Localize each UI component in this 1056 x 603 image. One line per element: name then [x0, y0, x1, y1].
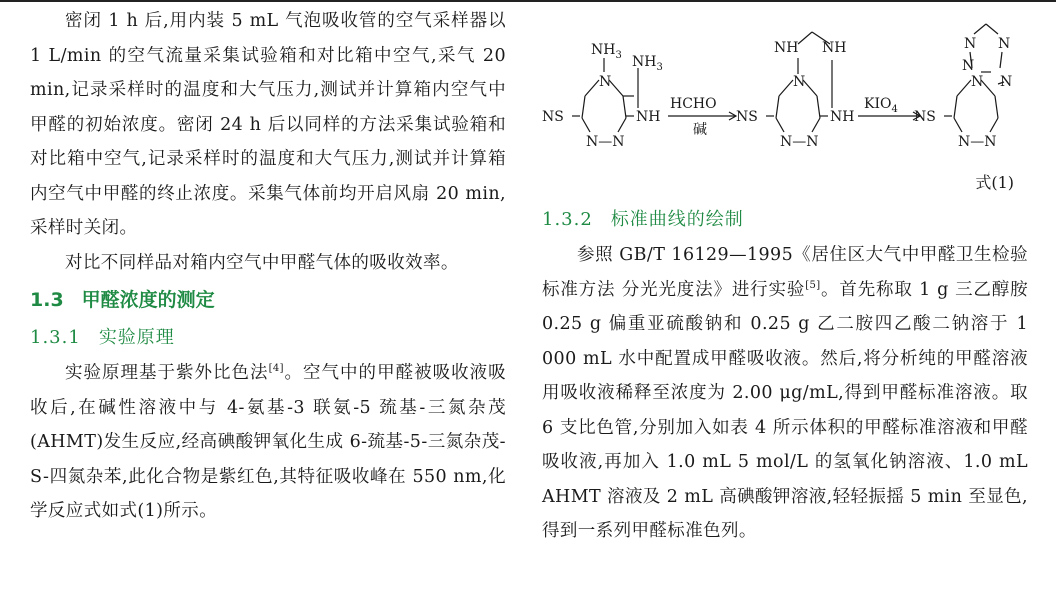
- product1-nh: NH: [830, 109, 855, 125]
- left-column: [30, 4, 506, 529]
- reactant-nn: N—N: [586, 134, 625, 150]
- principle-text-rest: 。空气中的甲醛被吸收液吸收后,在碱性溶液中与 4-氨基-3 联氨-5 巯基-三氮杂茂(AHMT)发生反应,经高碘酸钾氧化生成 6-巯基-5-三氮杂茂-S-四氮杂苯,此化合物是紫红色,其特征吸收峰在 550 nm,化学反应式如式(1)所示。: [30, 363, 506, 521]
- reactant-amino-top: $NH_3$: [591, 42, 622, 61]
- subsection-title: 实验原理: [98, 327, 175, 348]
- citation-5[interactable]: [5]: [805, 279, 821, 291]
- reaction-scheme-drawing: [542, 4, 1028, 200]
- reactant-nh: NH: [636, 109, 661, 125]
- reaction-scheme: [542, 4, 1028, 200]
- equation-number: 式(1): [975, 173, 1014, 192]
- top-rule: [0, 0, 1056, 2]
- paragraph-standard-curve: [542, 238, 1028, 549]
- product2-n-mid-left: N: [962, 58, 975, 74]
- product1-ns: NS: [736, 109, 758, 125]
- section-title: 甲醛浓度的测定: [81, 289, 215, 311]
- paragraph-sampling: 密闭 1 h 后,用内装 5 mL 气泡吸收管的空气采样器以 1 L/min 的空气流量采集试验箱和对比箱中空气,采气 20 min,记录采样时的温度和大气压力,测试并计算箱内空气中甲醛的初始浓度。密闭 24 h 后以同样的方法采集试验箱和对比箱中空气,记录采样时的温度和大气压力,测试并计算箱内空气中甲醛的终止浓度。采集气体前均开启风扇 20 min,采样时关闭。: [30, 11, 506, 238]
- subsection-heading-1-3-2: [542, 202, 1028, 238]
- product2-n-top-right: N: [998, 36, 1011, 52]
- product2-n-top-left: N: [964, 36, 977, 52]
- subsection-number: 1.3.1: [30, 327, 81, 348]
- reactant-amino-mid: $NH_3$: [632, 54, 663, 73]
- product2-ring-n: N: [971, 74, 984, 90]
- product1-nh-left: NH: [774, 40, 799, 56]
- subsection-title: 标准曲线的绘制: [610, 209, 744, 230]
- arrow1-reagent: HCHO: [670, 96, 717, 112]
- product2-n-mid-right: N: [1000, 74, 1013, 90]
- product1-nh-right: NH: [822, 40, 847, 56]
- arrow2-reagent: $KIO_4$: [864, 96, 898, 115]
- product1-nn: N—N: [780, 134, 819, 150]
- section-number: 1.3: [30, 289, 64, 311]
- product2-nn: N—N: [958, 134, 997, 150]
- reactant-ns: NS: [542, 109, 564, 125]
- paragraph-comparison: 对比不同样品对箱内空气中甲醛气体的吸收效率。: [65, 252, 459, 273]
- section-heading-1-3: [30, 280, 506, 320]
- reactant-ring-n: N: [599, 74, 612, 90]
- subsection-heading-1-3-1: [30, 320, 506, 356]
- standard-curve-text-start: 参照 GB/T 16129—1995《居住区大气中甲醛卫生检验标准方法 分光光度法》进行实验: [542, 245, 1028, 300]
- product1-ring-n: N: [793, 74, 806, 90]
- product2-ns: NS: [914, 109, 936, 125]
- standard-curve-text-rest: 。首先称取 1 g 三乙醇胺 0.25 g 偏重亚硫酸钠和 0.25 g 乙二胺四乙酸二钠溶于 1 000 mL 水中配置成甲醛吸收液。然后,将分析纯的甲醛溶液用吸收液稀释至浓度为 2.00 μg/mL,得到甲醛标准溶液。取 6 支比色管,分别加入如表 4 所示体积的甲醛标准溶液和甲醛吸收液,再加入 1.0 mL 5 mol/L 的氢氧化钠溶液、1.0 mL AHMT 溶液及 2 mL 高碘酸钾溶液,轻轻振摇 5 min 至显色,得到一系列甲醛标准色列。: [542, 279, 1029, 541]
- right-column: [542, 4, 1028, 549]
- arrow1-condition: 碱: [693, 122, 707, 138]
- paragraph-principle: [30, 356, 506, 529]
- principle-text-start: 实验原理基于紫外比色法: [65, 363, 269, 383]
- citation-4[interactable]: [4]: [268, 363, 284, 374]
- subsection-number: 1.3.2: [542, 209, 593, 230]
